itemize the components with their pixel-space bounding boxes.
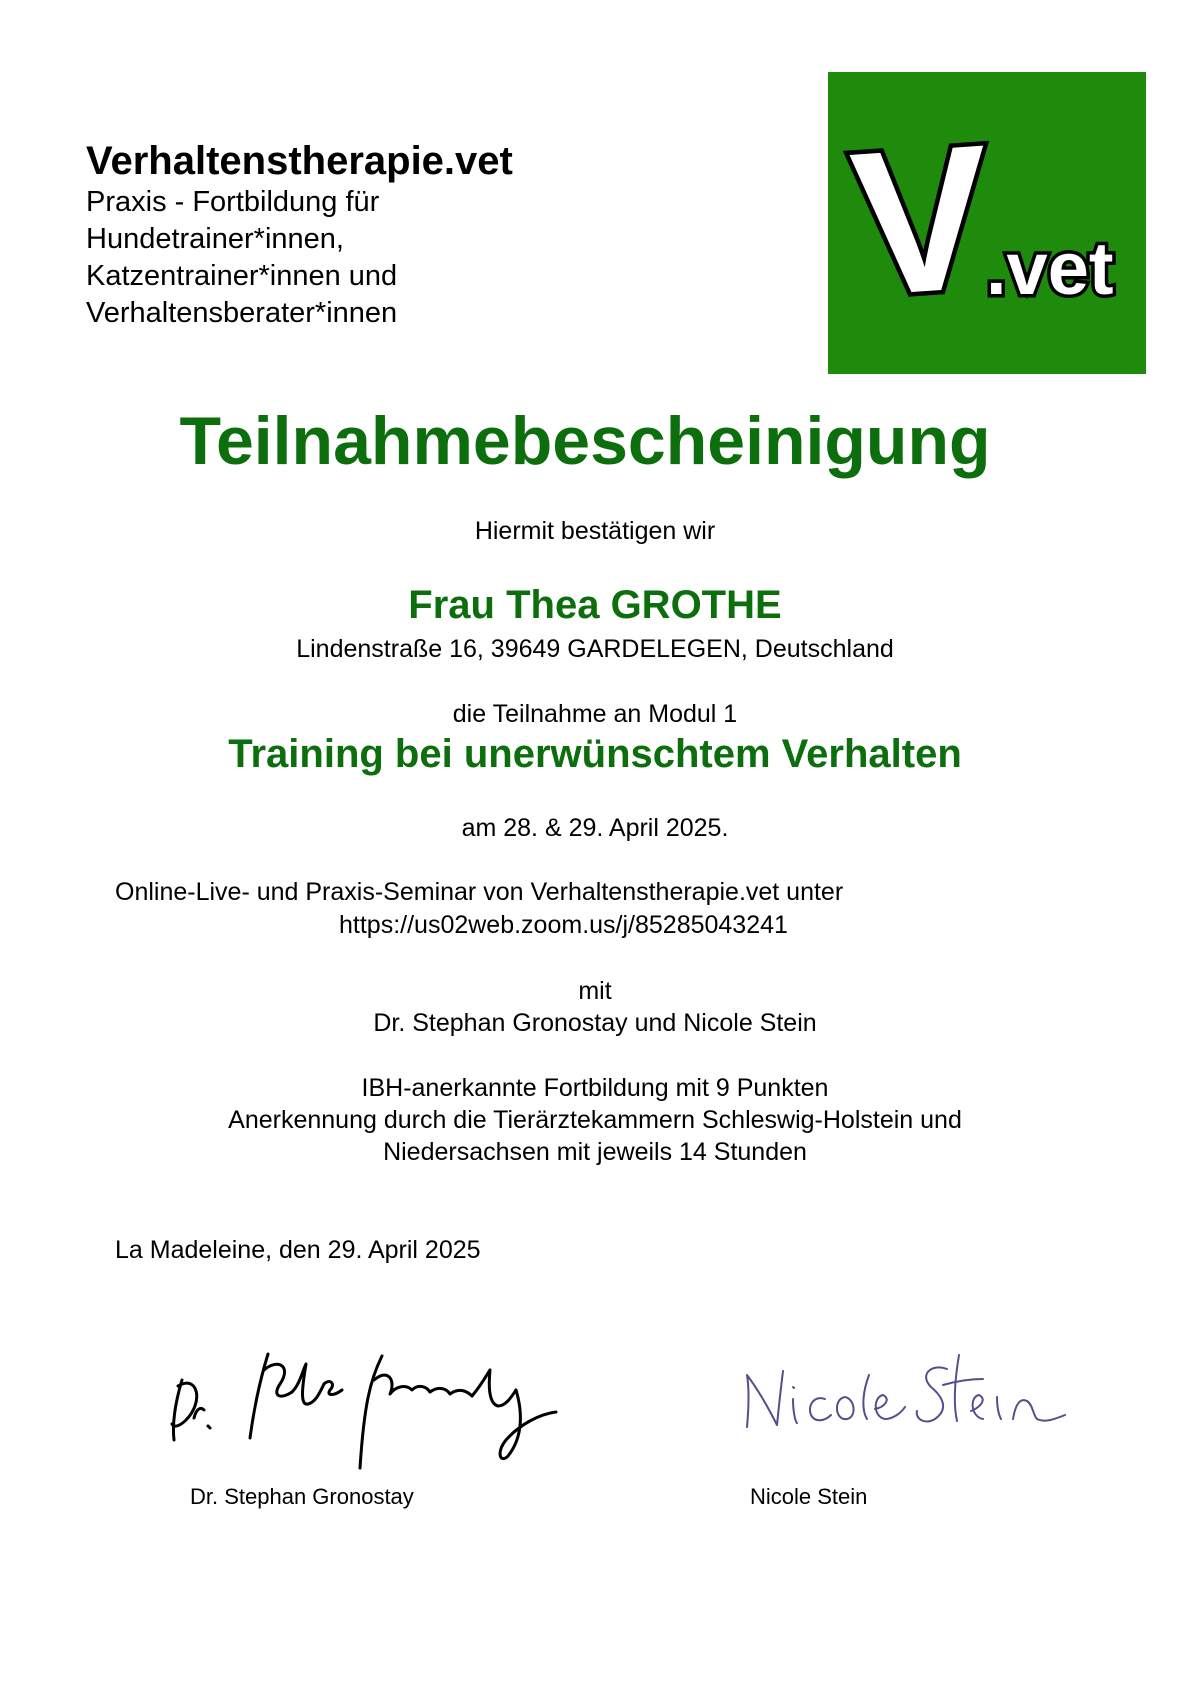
participant-address: Lindenstraße 16, 39649 GARDELEGEN, Deutschland [296, 635, 894, 663]
organisation-name: Verhaltenstherapie.vet [86, 139, 513, 183]
signature-gronostay [160, 1340, 580, 1475]
seminar-description: Online-Live- und Praxis-Seminar von Verhaltenstherapie.vet unter [115, 878, 844, 906]
logo-vet-text: .vet [986, 227, 1114, 310]
with-text: mit [578, 977, 612, 1005]
participant-name: Frau Thea GROTHE [408, 583, 782, 627]
left-signatory-name: Dr. Stephan Gronostay [190, 1484, 414, 1509]
zoom-link[interactable]: https://us02web.zoom.us/j/85285043241 [339, 911, 788, 939]
logo-graphic [828, 72, 1146, 374]
vvet-logo [828, 72, 1146, 374]
tagline-line-2: Hundetrainer*innen, [86, 223, 344, 255]
tagline-line-1: Praxis - Fortbildung für [86, 186, 380, 218]
seminar-date: am 28. & 29. April 2025. [461, 814, 729, 842]
right-signatory-name: Nicole Stein [750, 1484, 868, 1509]
certificate-title: Teilnahmebescheinigung [179, 403, 991, 479]
tagline-line-4: Verhaltensberater*innen [86, 297, 398, 329]
place-date: La Madeleine, den 29. April 2025 [115, 1236, 481, 1264]
module-title: Training bei unerwünschtem Verhalten [228, 732, 962, 776]
accreditation-line-1: IBH-anerkannte Fortbildung mit 9 Punkten [361, 1074, 829, 1102]
organisation-block [86, 138, 786, 332]
trainers-text: Dr. Stephan Gronostay und Nicole Stein [373, 1009, 817, 1037]
accreditation-line-2: Anerkennung durch die Tierärztekammern Schleswig-Holstein und [228, 1106, 962, 1134]
logo-v-letter: V [845, 101, 998, 340]
signature-stein [735, 1335, 1095, 1455]
accreditation-line-3: Niedersachsen mit jeweils 14 Stunden [383, 1138, 807, 1166]
intro-text: Hiermit bestätigen wir [474, 517, 716, 545]
participation-text: die Teilnahme an Modul 1 [452, 700, 738, 728]
tagline-line-3: Katzentrainer*innen und [86, 260, 398, 292]
